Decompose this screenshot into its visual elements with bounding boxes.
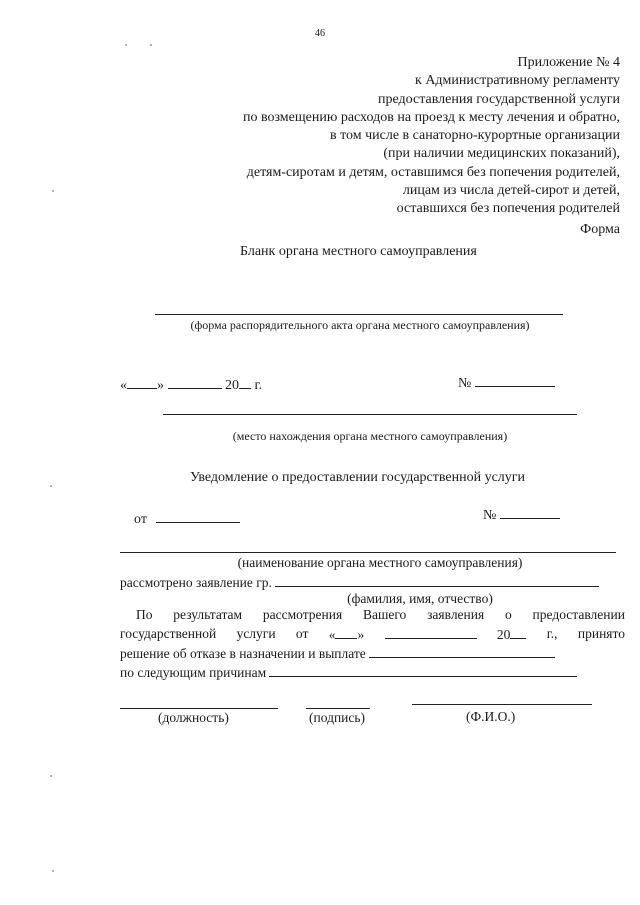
year-blank	[510, 626, 526, 639]
act-form-line	[155, 314, 563, 315]
authority-caption: (наименование органа местного самоуправления)	[237, 555, 523, 570]
considered-row	[120, 574, 599, 591]
number-label: №	[458, 376, 472, 391]
word: о	[505, 607, 512, 622]
appendix-line: в том числе в санаторно-курортные организации	[329, 128, 620, 144]
signature-line	[306, 708, 370, 709]
quote-close: »	[157, 378, 164, 393]
scan-speck	[50, 485, 52, 487]
day-blank	[335, 626, 357, 639]
reasons-text: по следующим причинам	[120, 665, 267, 680]
scan-speck	[52, 190, 54, 192]
year-blank	[239, 376, 251, 389]
year-prefix: 20	[225, 378, 239, 393]
number-blank	[475, 374, 555, 387]
form-label: Форма	[580, 222, 620, 237]
body-line-2	[120, 626, 625, 643]
date-row	[120, 376, 262, 394]
appendix-line: Приложение № 4	[517, 55, 620, 70]
blank-title: Бланк органа местного самоуправления	[240, 244, 477, 259]
appendix-line: детям-сиротам и детям, оставшимся без попечения родителей,	[246, 164, 620, 180]
notice-number	[483, 506, 560, 524]
application-day: « »	[328, 627, 365, 642]
reasons-blank	[269, 664, 577, 677]
word: г.,	[546, 626, 558, 641]
from-label: от	[134, 512, 147, 527]
position-caption: (должность)	[158, 710, 229, 725]
act-form-caption: (форма распорядительного акта органа местного самоуправления)	[190, 318, 530, 332]
month-blank	[385, 626, 477, 639]
location-line	[163, 414, 577, 415]
appendix-line: к Административному регламенту	[415, 73, 620, 89]
application-year: 20	[497, 626, 527, 643]
appendix-line: лицам из числа детей-сирот и детей,	[402, 183, 620, 199]
refusal-blank	[369, 645, 555, 658]
fio-sign-caption: (Ф.И.О.)	[466, 709, 516, 724]
month-blank	[168, 376, 222, 389]
position-line	[120, 708, 278, 709]
location-caption: (место нахождения органа местного самоуправления)	[232, 429, 508, 443]
word: от	[295, 626, 309, 641]
word: государственной	[120, 626, 217, 641]
appendix-line: (при наличии медицинских показаний),	[383, 146, 620, 162]
word: предоставлении	[532, 607, 625, 622]
word: заявления	[427, 607, 485, 622]
quote-open: «	[120, 378, 127, 393]
notice-number-label: №	[483, 508, 497, 523]
body-line-1	[136, 607, 625, 623]
scan-speck	[150, 44, 152, 46]
act-number	[458, 374, 555, 392]
notice-title: Уведомление о предоставлении государственной услуги	[190, 470, 526, 485]
day-blank	[127, 376, 157, 389]
body-line-4	[120, 664, 577, 681]
word: принято	[577, 626, 625, 641]
appendix-line: оставшихся без попечения родителей	[396, 201, 620, 217]
authority-line	[120, 552, 616, 553]
appendix-header	[160, 54, 620, 219]
page-number: 46	[315, 28, 325, 39]
applicant-blank	[275, 574, 599, 587]
signature-caption: (подпись)	[309, 710, 366, 725]
fio-line	[412, 704, 592, 705]
word: Вашего	[362, 607, 407, 622]
from-row	[134, 510, 240, 528]
considered-label: рассмотрено заявление гр.	[120, 575, 272, 590]
refusal-text: решение об отказе в назначении и выплате	[120, 646, 366, 661]
year-suffix: г.	[254, 378, 263, 393]
scan-speck	[125, 44, 127, 46]
word: По	[136, 607, 153, 622]
word: услуги	[236, 626, 276, 641]
from-blank	[156, 510, 240, 523]
appendix-line: предоставления государственной услуги	[378, 91, 620, 107]
notice-number-blank	[500, 506, 560, 519]
appendix-line: по возмещению расходов на проезд к месту лечения и обратно,	[242, 109, 620, 125]
scan-speck	[50, 775, 52, 777]
word: результатам	[173, 607, 243, 622]
fio-caption: (фамилия, имя, отчество)	[347, 591, 493, 606]
word: рассмотрения	[262, 607, 343, 622]
body-line-3	[120, 645, 555, 662]
scan-speck	[52, 870, 54, 872]
